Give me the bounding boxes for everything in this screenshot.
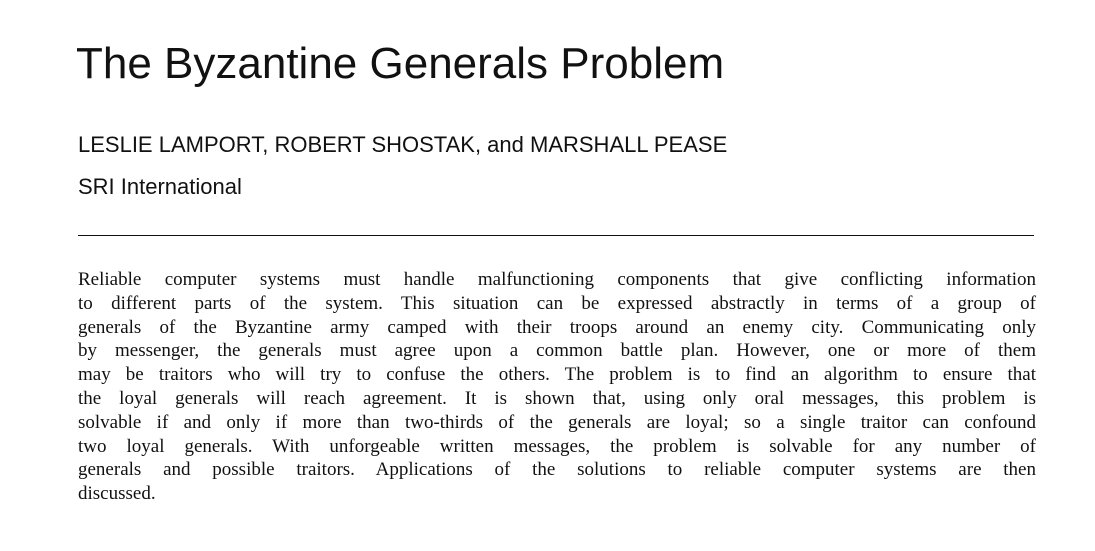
paper-title: The Byzantine Generals Problem (76, 39, 725, 88)
abstract-line: solvable if and only if more than two-thirds of the generals are loyal; so a single traitor can confound (78, 411, 1036, 433)
abstract-line: to different parts of the system. This situation can be expressed abstractly in terms of a group of (78, 292, 1036, 314)
abstract-line: generals and possible traitors. Applications of the solutions to reliable computer systems are then (78, 459, 1036, 481)
abstract-line: may be traitors who will try to confuse the others. The problem is to find an algorithm to ensure that (78, 364, 1036, 386)
author-affiliation: SRI International (78, 174, 242, 199)
section-divider (78, 235, 1034, 236)
abstract-line: two loyal generals. With unforgeable written messages, the problem is solvable for any number of (78, 435, 1036, 457)
abstract-line: discussed. (78, 483, 156, 505)
abstract-line: the loyal generals will reach agreement. It is shown that, using only oral messages, this problem is (78, 387, 1036, 409)
abstract (78, 268, 1036, 506)
abstract-line: generals of the Byzantine army camped with their troops around an enemy city. Communicating only (78, 316, 1036, 338)
author-list: LESLIE LAMPORT, ROBERT SHOSTAK, and MARSHALL PEASE (78, 132, 728, 157)
abstract-line: Reliable computer systems must handle malfunctioning components that give conflicting information (78, 269, 1036, 290)
abstract-line: by messenger, the generals must agree upon a common battle plan. However, one or more of them (78, 340, 1036, 362)
